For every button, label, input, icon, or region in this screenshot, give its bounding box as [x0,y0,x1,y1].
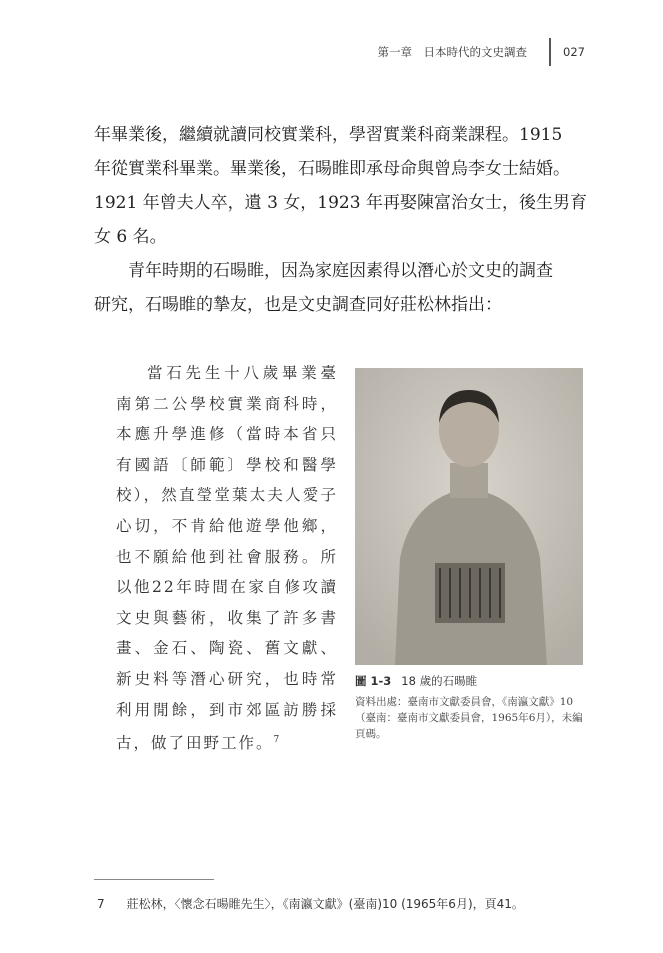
portrait-image [355,368,583,665]
figure [355,368,590,742]
footnote [97,895,597,913]
footnote-text: 莊松林，〈懷念石暘睢先生〉，《南瀛文獻》(臺南)10 (1965年6月)，頁41。 [126,897,524,911]
header-divider [549,38,551,66]
portrait-photo [355,368,583,665]
body-paragraph-2 [94,254,594,322]
page-number: 027 [563,45,585,59]
chapter-title: 第一章 日本時代的文史調查 [377,45,528,59]
block-quote [116,358,338,759]
figure-source: 資料出處：臺南市文獻委員會，《南瀛文獻》10（臺南：臺南市文獻委員會，1965年6月），未編頁碼。 [355,696,583,740]
text-line: 1921 年曾夫人卒，遺 3 女，1923 年再娶陳富治女士，後生男育 [94,193,587,213]
text-line: 青年時期的石暘睢，因為家庭因素得以潛心於文史的調查 [94,261,553,281]
body-paragraph-1 [94,118,594,254]
figure-label: 圖 1-3 [355,674,392,688]
quote-and-figure [0,358,663,759]
figure-caption [355,673,590,742]
footnote-divider [94,879,214,880]
text-line: 年從實業科畢業。畢業後，石暘睢即承母命與曾烏李女士結婚。 [94,159,570,179]
text-line: 年畢業後，繼續就讀同校實業科，學習實業科商業課程。1915 [94,125,563,145]
footnote-reference: 7 [273,735,282,746]
footnote-number: 7 [97,897,105,911]
text-line: 研究，石暘睢的摯友，也是文史調查同好莊松林指出： [94,295,502,315]
figure-title: 18 歲的石暘睢 [401,674,478,688]
text-line: 女 6 名。 [94,227,167,247]
running-header [378,38,585,66]
quote-text: 當石先生十八歲畢業臺南第二公學校實業商科時，本應升學進修（當時本省只有國語〔師範〕學校和醫學校），然直瑩堂葉太夫人愛子心切，不肯給他遊學他鄉，也不願給他到社會服務。所以他22年時間在家自修攻讀文史與藝術，收集了許多書畫、金石、陶瓷、舊文獻、新史料等潛心研究，也時常利用閒餘，到市郊區訪勝採古，做了田野工作。 [116,364,338,753]
footnote-area [0,839,663,913]
